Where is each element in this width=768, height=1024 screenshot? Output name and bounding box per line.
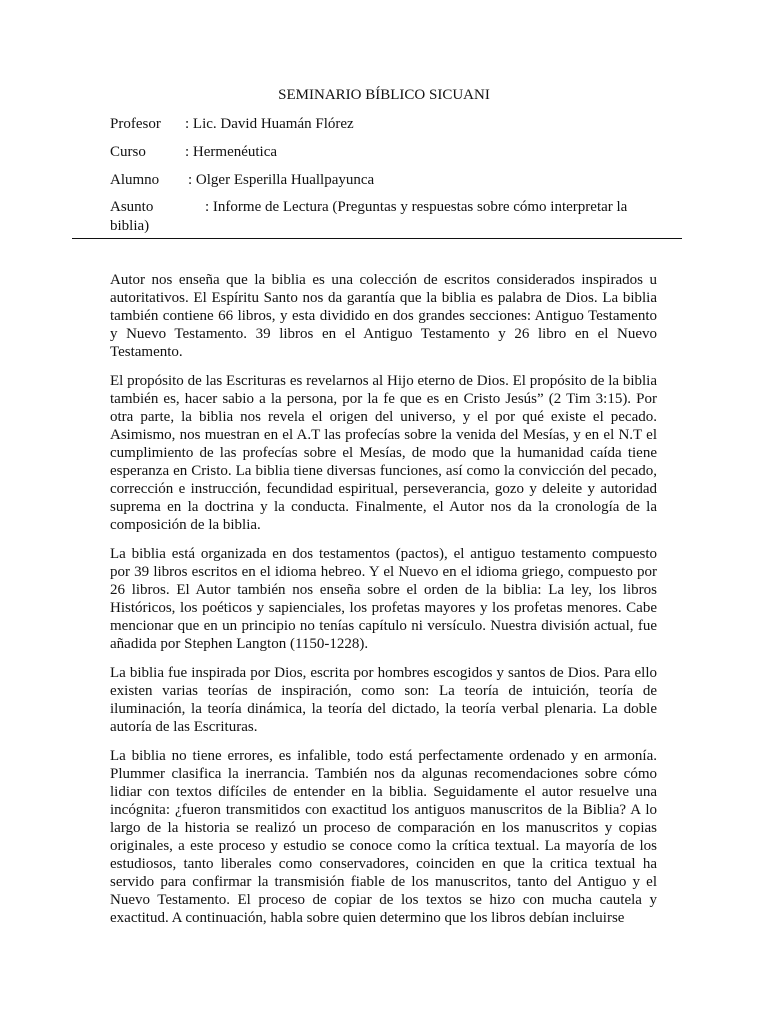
- curso-value: : Hermenéutica: [185, 144, 278, 160]
- asunto-row: [110, 197, 658, 237]
- curso-label: Curso: [110, 144, 146, 160]
- paragraph: La biblia fue inspirada por Dios, escrita por hombres escogidos y santos de Dios. Para ello existen varias teorías de inspiración, como son: La teoría de intuición, teoría de iluminación, la teoría dinámica, la teoría del dictado, la teoría verbal plenaria. La doble autoría de las Escrituras.: [110, 665, 657, 735]
- profesor-value: : Lic. David Huamán Flórez: [185, 116, 354, 132]
- paragraph: El propósito de las Escrituras es revelarnos al Hijo eterno de Dios. El propósito de la biblia también es, hacer sabio a la persona, por la fe que es en Cristo Jesús” (2 Tim 3:15). Por otra parte, la biblia nos revela el origen del universo, y el por qué existe el pecado. Asimismo, nos muestran en el A.T las profecías sobre la venida del Mesías, y en el N.T el cumplimiento de las profecías sobre el Mesías, de modo que la humanidad caída tiene esperanza en Cristo. La biblia tiene diversas funciones, así como la convicción del pecado, corrección e instrucción, fecundidad espiritual, perseverancia, gozo y deleite y autoridad suprema en la doctrina y la conducta. Finalmente, el Autor nos da la cronología de la composición de la biblia.: [110, 373, 657, 533]
- paragraph: Autor nos enseña que la biblia es una colección de escritos considerados inspirados u autoritativos. El Espíritu Santo nos da garantía que la biblia es palabra de Dios. La biblia también contiene 66 libros, y esta dividido en dos grandes secciones: Antiguo Testamento y Nuevo Testamento. 39 libros en el Antiguo Testamento y 26 libro en el Nuevo Testamento.: [110, 272, 657, 360]
- asunto-value: : Informe de Lectura (Preguntas y respuestas sobre cómo interpretar la: [205, 199, 628, 215]
- paragraph: La biblia está organizada en dos testamentos (pactos), el antiguo testamento compuesto por 39 libros escritos en el idioma hebreo. Y el Nuevo en el idioma griego, compuesto por 26 libros. El Autor también nos enseña sobre el orden de la biblia: La ley, los libros Históricos, los poéticos y sapienciales, los profetas mayores y los profetas menores. Cabe mencionar que en un principio no tenías capítulo ni versículo. Nuestra división actual, fue añadida por Stephen Langton (1150-1228).: [110, 546, 657, 652]
- header-divider: [72, 238, 682, 239]
- report-body: [110, 271, 657, 938]
- asunto-value-continuation: biblia): [110, 218, 150, 234]
- profesor-label: Profesor: [110, 116, 161, 132]
- paragraph: La biblia no tiene errores, es infalible, todo está perfectamente ordenado y en armonía. Plummer clasifica la inerrancia. También nos da algunas recomendaciones sobre cómo lidiar con textos difíciles de entender en la biblia. Seguidamente el autor resuelve una incógnita: ¿fueron transmitidos con exactitud los antiguos manuscritos de la Biblia? A lo largo de la historia se realizó un proceso de comparación en los manuscritos y copias originales, a este proceso y estudio se conoce como la crítica textual. La mayoría de los estudiosos, tanto liberales como conservadores, coinciden en que la critica textual ha servido para confirmar la transmisión fiable de los manuscritos, tanto del Antiguo y el Nuevo Testamento. El proceso de copiar de los textos se hizo con mucha cautela y exactitud. A continuación, habla sobre quien determino que los libros debían incluirse: [110, 748, 657, 926]
- alumno-value: : Olger Esperilla Huallpayunca: [188, 172, 375, 188]
- asunto-label: Asunto: [110, 199, 154, 215]
- alumno-label: Alumno: [110, 172, 160, 188]
- document-title: SEMINARIO BÍBLICO SICUANI: [278, 87, 490, 103]
